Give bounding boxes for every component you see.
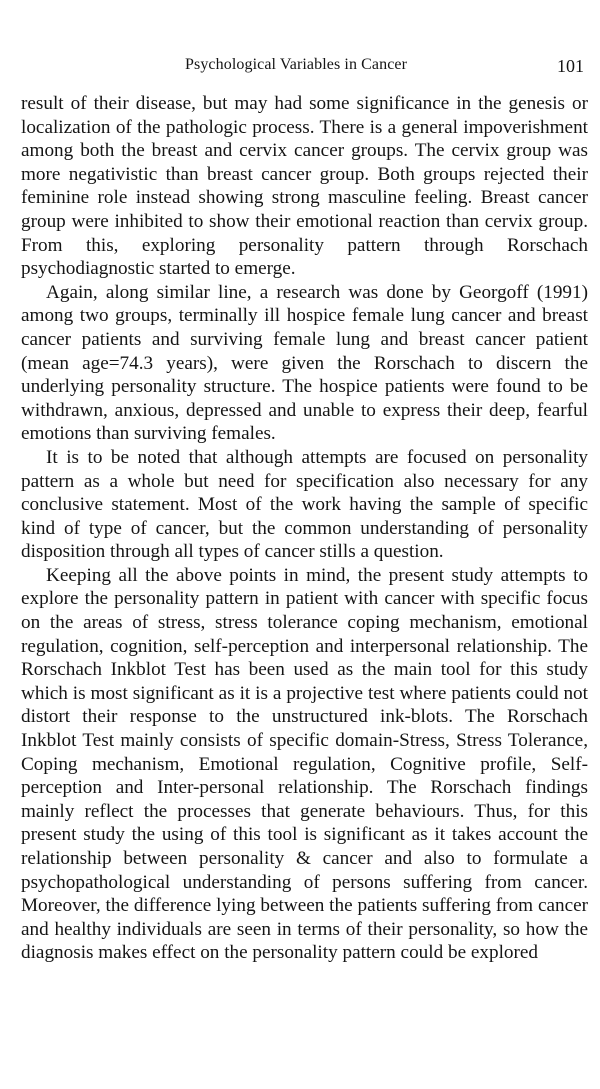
body-text bbox=[21, 92, 588, 965]
paragraph-present-study: Keeping all the above points in mind, the present study attempts to explore the personality pattern in patient with cancer with specific focus on the areas of stress, stress tolerance coping mechanism, emotional regulation, cognition, self-perception and interpersonal relationship. The Rorschach Inkblot Test has been used as the main tool for this study which is most significant as it is a projective test where patients could not distort their response to the unstructured ink-blots. The Rorschach Inkblot Test mainly consists of specific domain-Stress, Stress Tolerance, Coping mechanism, Emotional regulation, Cognitive profile, Self-perception and Inter-personal relationship. The Rorschach findings mainly reflect the processes that generate behaviours. Thus, for this present study the using of this tool is significant as it takes account the relationship between personality & cancer and also to formulate a psychopathological understanding of persons suffering from cancer. Moreover, the difference lying between the patients suffering from cancer and healthy individuals are seen in terms of their personality, so how the diagnosis makes effect on the personality pattern could be explored bbox=[21, 564, 588, 964]
page-number: 101 bbox=[557, 56, 584, 76]
paragraph-georgoff-study: Again, along similar line, a research was done by Georgoff (1991) among two groups, terminally ill hospice female lung cancer and breast cancer patients and surviving female lung and breast cancer patient (mean age=74.3 years), were given the Rorschach to discern the underlying personality structure. The hospice patients were found to be withdrawn, anxious, depressed and unable to express their deep, fearful emotions than surviving females. bbox=[21, 281, 588, 445]
paragraph-continuation: result of their disease, but may had some significance in the genesis or localization of the pathologic process. There is a general impoverishment among both the breast and cervix cancer groups. The cervix group was more negativistic than breast cancer group. Both groups rejected their feminine role instead showing strong masculine feeling. Breast cancer group were inhibited to show their emotional reaction than cervix group. From this, exploring personality pattern through Rorschach psychodiagnostic started to emerge. bbox=[21, 93, 588, 280]
page-header bbox=[0, 52, 600, 82]
running-title: Psychological Variables in Cancer bbox=[185, 56, 408, 73]
paragraph-specification-note: It is to be noted that although attempts are focused on personality pattern as a whole but need for specification also necessary for any conclusive statement. Most of the work having the sample of specific kind of type of cancer, but the common understanding of personality disposition through all types of cancer stills a question. bbox=[21, 446, 588, 563]
